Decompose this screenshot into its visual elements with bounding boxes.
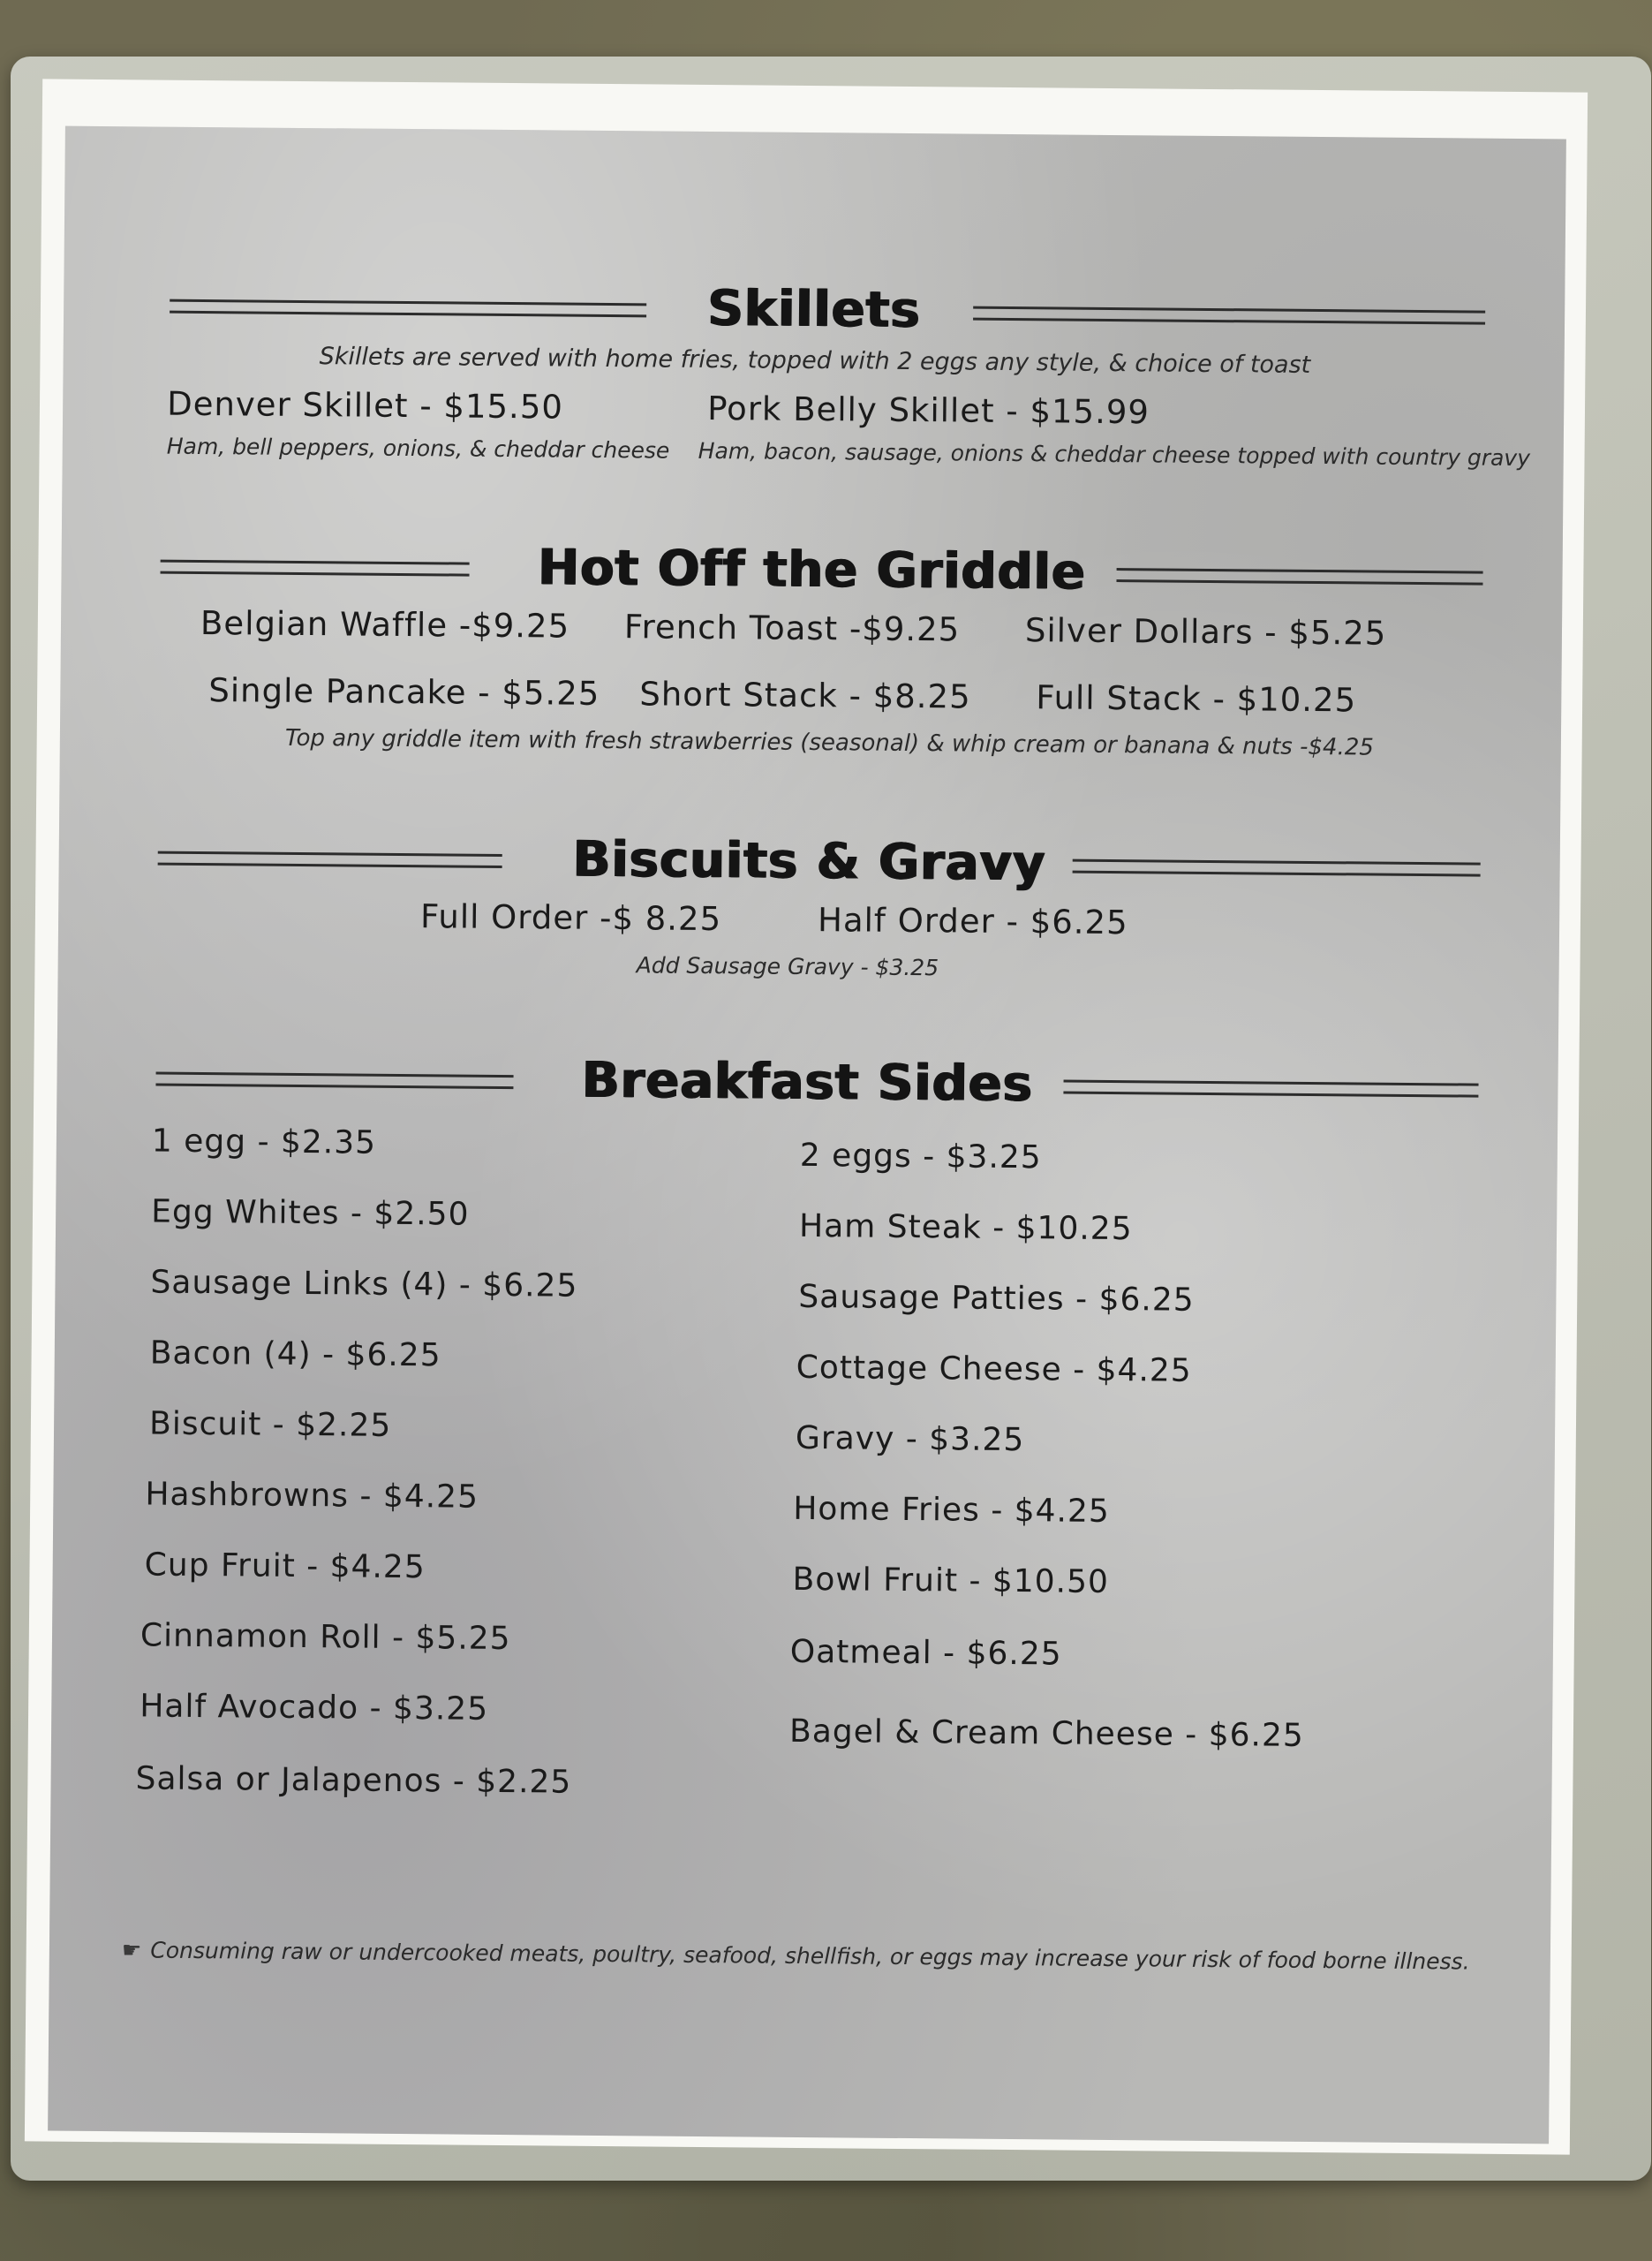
menu-item-half-order: Half Order - $6.25 [817, 901, 1128, 942]
side-item: Gravy - $3.25 [795, 1419, 1025, 1459]
side-item: Bowl Fruit - $10.50 [792, 1561, 1110, 1601]
header-rule [170, 299, 646, 318]
biscuits-note: Add Sausage Gravy - $3.25 [636, 952, 939, 981]
sides-title: Breakfast Sides [581, 1051, 1034, 1113]
breakfast-menu [48, 126, 1566, 2144]
side-item: Cinnamon Roll - $5.25 [140, 1617, 511, 1658]
header-rule [973, 306, 1485, 325]
header-rule [161, 560, 470, 577]
griddle-note: Top any griddle item with fresh strawberries (seasonal) & whip cream or banana & nuts -$4.25 [284, 724, 1374, 761]
menu-item-silver-dollars: Silver Dollars - $5.25 [1024, 611, 1387, 653]
side-item: Half Avocado - $3.25 [140, 1688, 489, 1728]
sides-header [57, 1040, 1558, 1124]
side-item: 1 egg - $2.35 [151, 1123, 377, 1161]
menu-item-single-pancake: Single Pancake - $5.25 [208, 671, 600, 713]
food-safety-disclaimer [122, 1937, 1470, 1974]
menu-item-french-toast: French Toast -$9.25 [623, 608, 961, 649]
skillets-header [64, 268, 1565, 352]
menu-item-short-stack: Short Stack - $8.25 [639, 675, 971, 716]
skillets-note: Skillets are served with home fries, topped with 2 eggs any style, & choice of toast [319, 343, 1311, 379]
menu-item-pork-belly-skillet: Pork Belly Skillet - $15.99 [706, 389, 1150, 432]
menu-item-full-stack: Full Stack - $10.25 [1036, 678, 1357, 720]
header-rule [1063, 1080, 1478, 1098]
side-item: Bagel & Cream Cheese - $6.25 [788, 1713, 1304, 1754]
side-item: Sausage Patties - $6.25 [798, 1278, 1195, 1319]
side-item: Salsa or Jalapenos - $2.25 [135, 1760, 572, 1801]
item-description: Ham, bell peppers, onions, & cheddar cheese [166, 433, 670, 464]
pointing-hand-icon: ☛ [121, 1937, 142, 1963]
side-item: Bacon (4) - $6.25 [149, 1335, 441, 1374]
side-item: Home Fries - $4.25 [793, 1490, 1110, 1531]
side-item: Biscuit - $2.25 [148, 1405, 392, 1444]
side-item: Ham Steak - $10.25 [798, 1207, 1133, 1248]
biscuits-title: Biscuits & Gravy [572, 830, 1046, 892]
biscuits-header [58, 820, 1560, 904]
menu-item-full-order: Full Order -$ 8.25 [419, 897, 722, 939]
side-item: Cottage Cheese - $4.25 [796, 1349, 1192, 1389]
griddle-title: Hot Off the Griddle [537, 538, 1087, 601]
side-item: Cup Fruit - $4.25 [144, 1546, 426, 1586]
griddle-header [61, 528, 1563, 612]
header-rule [1116, 568, 1482, 586]
skillets-title: Skillets [707, 279, 922, 339]
side-item: 2 eggs - $3.25 [799, 1137, 1042, 1176]
header-rule [1073, 859, 1481, 877]
side-item: Hashbrowns - $4.25 [145, 1476, 479, 1516]
menu-item-denver-skillet: Denver Skillet - $15.50 [167, 384, 564, 427]
item-description: Ham, bacon, sausage, onions & cheddar cheese topped with country gravy [698, 437, 1531, 472]
side-item: Egg Whites - $2.50 [151, 1193, 470, 1233]
side-item: Sausage Links (4) - $6.25 [150, 1264, 578, 1304]
header-rule [158, 851, 502, 868]
header-rule [155, 1072, 513, 1090]
disclaimer-text: Consuming raw or undercooked meats, poultry, seafood, shellfish, or eggs may increase your risk of food borne illness. [150, 1937, 1470, 1975]
menu-item-belgian-waffle: Belgian Waffle -$9.25 [200, 603, 570, 646]
side-item: Oatmeal - $6.25 [789, 1633, 1062, 1673]
